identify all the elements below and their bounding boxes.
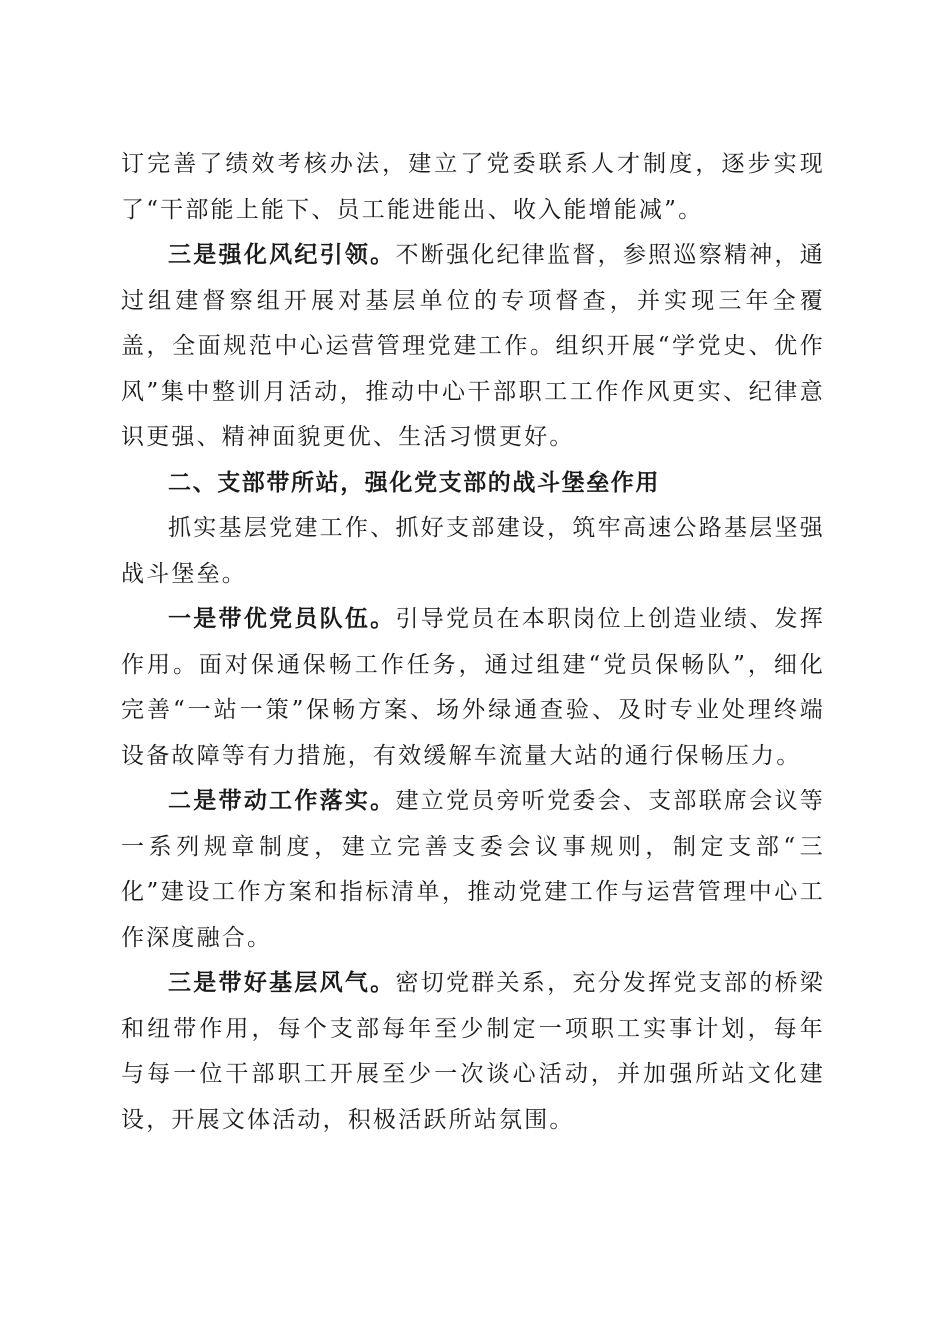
paragraph-grassroots-atmosphere	[121, 961, 825, 1143]
paragraph-text: 密切党群关系，充分发挥党支部的桥梁和纽带作用，每个支部每年至少制定一项职工实事计划，每年与每一位干部职工开展至少一次谈心活动，并加强所站文化建设，开展文体活动，积极活跃所站氛围。	[121, 970, 825, 1133]
paragraph-lead: 三是强化风纪引领。	[168, 242, 396, 268]
paragraph-party-members	[121, 597, 825, 779]
paragraph-continuation	[121, 142, 825, 233]
paragraph-lead: 二是带动工作落实。	[168, 788, 396, 814]
paragraph-text: 不断强化纪律监督，参照巡察精神，通过组建督察组开展对基层单位的专项督查，并实现三年全覆盖，全面规范中心运营管理党建工作。组织开展“学党史、优作风”集中整训月活动，推动中心干部职工工作作风更实、纪律意识更强、精神面貌更优、生活习惯更好。	[121, 242, 825, 450]
paragraph-section-intro	[121, 506, 825, 597]
paragraph-lead: 一是带优党员队伍。	[168, 606, 396, 632]
paragraph-lead: 三是带好基层风气。	[168, 970, 396, 996]
paragraph-text: 抓实基层党建工作、抓好支部建设，筑牢高速公路基层坚强战斗堡垒。	[121, 515, 825, 587]
document-body	[121, 142, 825, 1143]
paragraph-work-implementation	[121, 779, 825, 961]
paragraph-text: 引导党员在本职岗位上创造业绩、发挥作用。面对保通保畅工作任务，通过组建“党员保畅队”，细化完善“一站一策”保畅方案、场外绿通查验、及时专业处理终端设备故障等有力措施，有效缓解车流量大站的通行保畅压力。	[121, 606, 825, 769]
paragraph-text: 订完善了绩效考核办法，建立了党委联系人才制度，逐步实现了“干部能上能下、员工能进能出、收入能增能减”。	[121, 151, 825, 223]
paragraph-strengthen-discipline	[121, 233, 825, 461]
section-heading-2: 二、支部带所站，强化党支部的战斗堡垒作用	[168, 469, 660, 496]
paragraph-text: 建立党员旁听党委会、支部联席会议等一系列规章制度，建立完善支委会议事规则，制定支部“三化”建设工作方案和指标清单，推动党建工作与运营管理中心工作深度融合。	[121, 788, 825, 951]
